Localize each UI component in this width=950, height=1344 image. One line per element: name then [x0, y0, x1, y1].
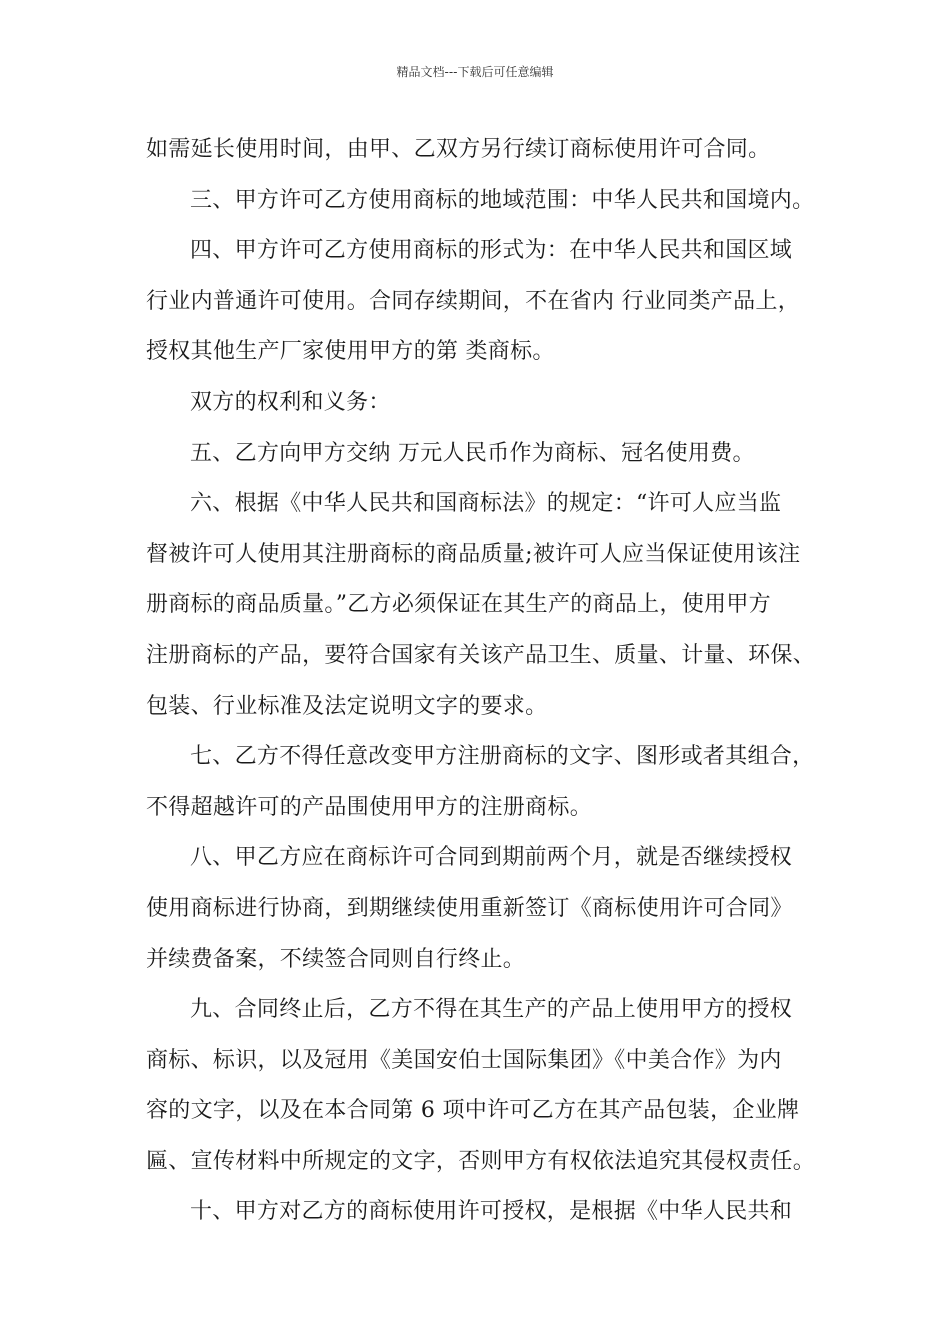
text-line: 十、甲方对乙方的商标使用许可授权，是根据《中华人民共和	[190, 1199, 793, 1225]
text-line: 不得超越许可的产品围使用甲方的注册商标。	[146, 794, 593, 820]
text-line: 五、乙方向甲方交纳 万元人民币作为商标、冠名使用费。	[190, 440, 755, 466]
text-line: 六、根据《中华人民共和国商标法》的规定：“许可人应当监	[190, 491, 782, 517]
text-line: 册商标的商品质量。”乙方必须保证在其生产的商品上，使用甲方	[146, 592, 771, 618]
text-line: 三、甲方许可乙方使用商标的地域范围：中华人民共和国境内。	[190, 187, 815, 213]
text-line: 行业内普通许可使用。合同存续期间，不在省内 行业同类产品上，	[146, 288, 800, 314]
text-line: 注册商标的产品，要符合国家有关该产品卫生、质量、计量、环保、	[146, 642, 816, 668]
text-line: 包装、行业标准及法定说明文字的要求。	[146, 693, 548, 719]
document-body	[146, 125, 836, 1238]
text-line: 四、甲方许可乙方使用商标的形式为：在中华人民共和国区域	[190, 238, 793, 264]
text-line: 如需延长使用时间，由甲、乙双方另行续订商标使用许可合同。	[146, 137, 771, 162]
text-line: 使用商标进行协商，到期继续使用重新签订《商标使用许可合同》	[146, 895, 793, 921]
text-line: 商标、标识，以及冠用《美国安伯士国际集团》《中美合作》为内	[146, 1047, 782, 1073]
page-header: 精品文档---下载后可任意编辑	[396, 65, 554, 79]
text-line: 双方的权利和义务：	[190, 389, 391, 415]
text-line: 八、甲乙方应在商标许可合同到期前两个月，就是否继续授权	[190, 845, 793, 871]
text-line: 容的文字，以及在本合同第 6 项中许可乙方在其产品包装，企业牌	[146, 1098, 800, 1124]
text-line: 七、乙方不得任意改变甲方注册商标的文字、图形或者其组合，	[190, 744, 815, 770]
text-line: 督被许可人使用其注册商标的商品质量;被许可人应当保证使用该注	[146, 541, 801, 567]
text-line: 匾、宣传材料中所规定的文字，否则甲方有权依法追究其侵权责任。	[146, 1148, 816, 1174]
text-line: 九、合同终止后，乙方不得在其生产的产品上使用甲方的授权	[190, 997, 793, 1023]
text-line: 并续费备案，不续签合同则自行终止。	[146, 946, 526, 972]
text-line: 授权其他生产厂家使用甲方的第 类商标。	[146, 339, 555, 365]
